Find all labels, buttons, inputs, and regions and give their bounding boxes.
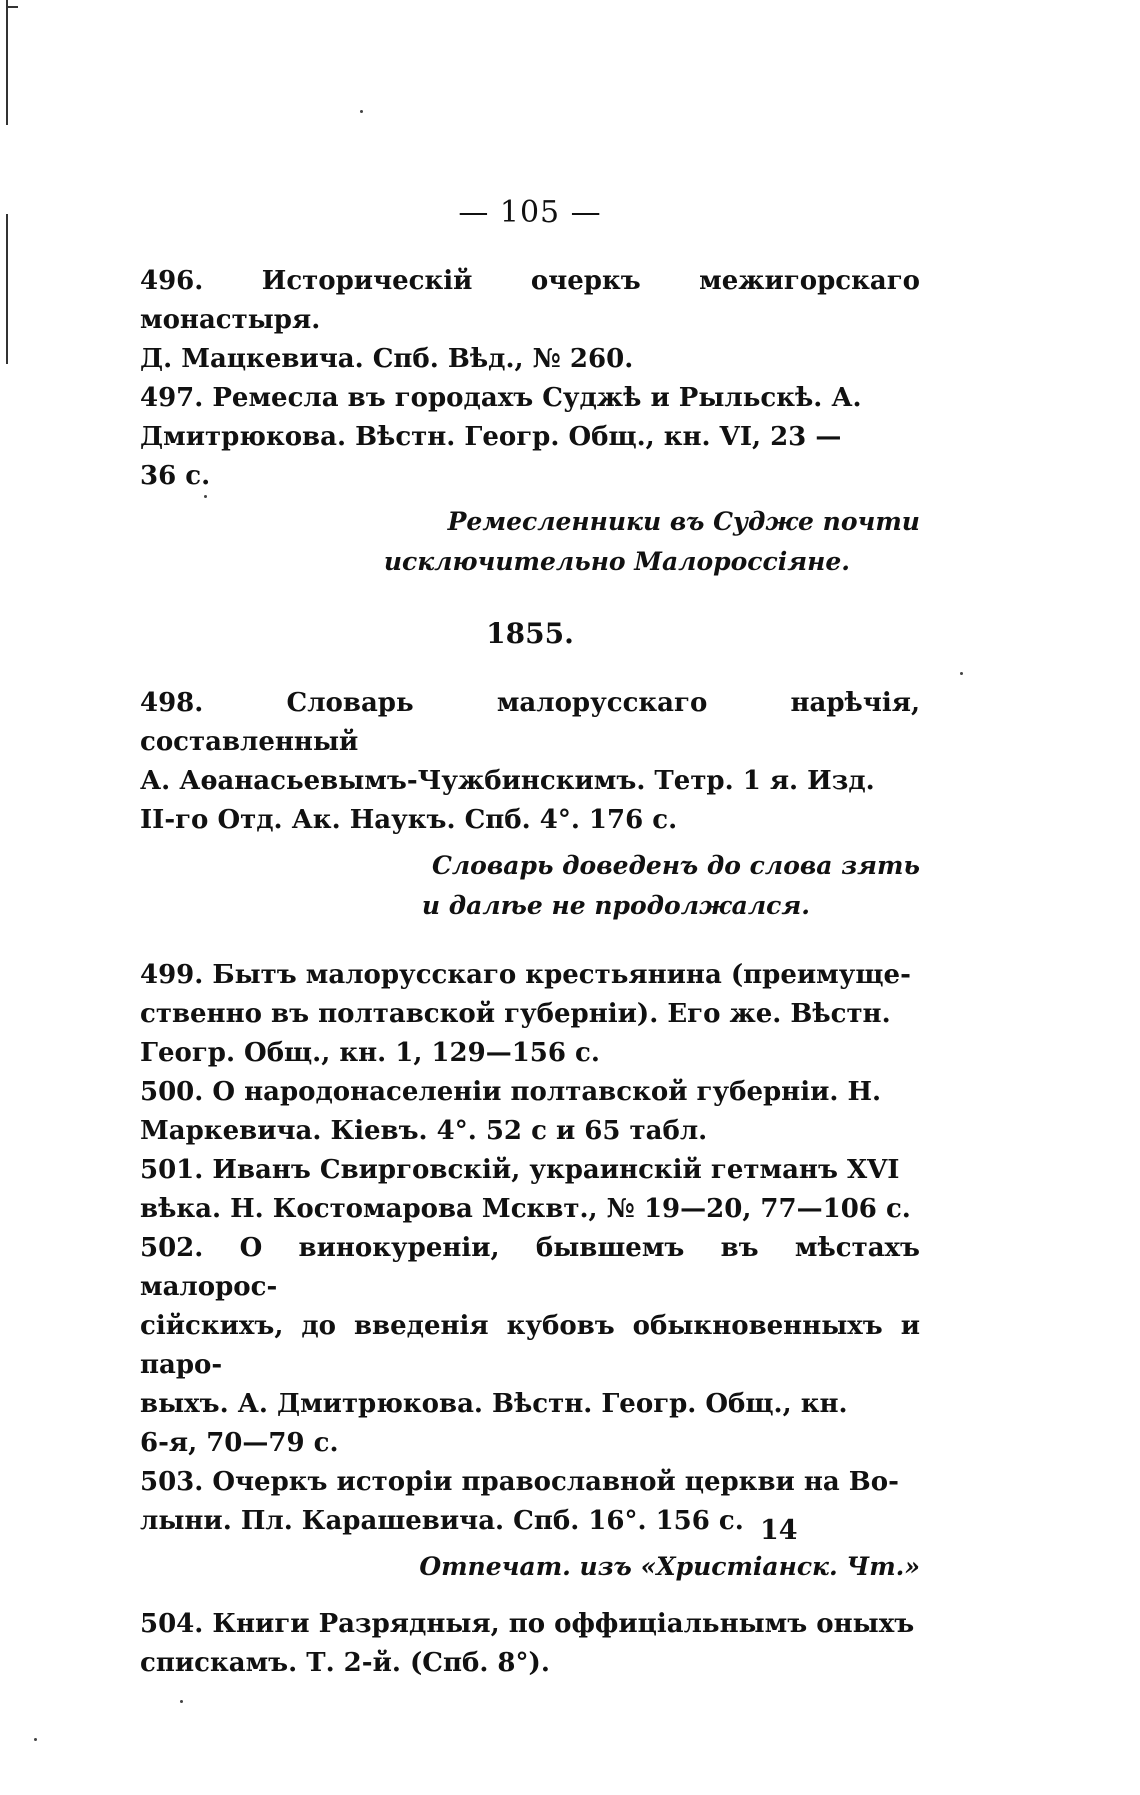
scan-edge-line bbox=[6, 214, 8, 364]
entry-extra-line: 36 с. bbox=[140, 461, 211, 491]
note-line: Отпечат. изъ «Христіанск. Чт.» bbox=[419, 1552, 920, 1581]
entry-line: ственно въ полтавской губерніи). Его же. Вѣстн. bbox=[140, 999, 891, 1029]
entry-author-line: Дмитрюкова. Вѣстн. Геогр. Общ., кн. VI, 23 — bbox=[140, 422, 842, 452]
bibliography-entries bbox=[140, 262, 920, 1683]
entry-text: 497. Ремесла въ городахъ Суджѣ и Рыльскѣ. А. bbox=[140, 383, 862, 413]
entry-line: 502. О винокуреніи, бывшемъ въ мѣстахъ малорос- bbox=[140, 1233, 920, 1302]
note-line: Ремесленники въ Судже почти bbox=[447, 507, 920, 536]
entry-line: А. Аѳанасьевымъ-Чужбинскимъ. Тетр. 1 я. Изд. bbox=[140, 766, 875, 796]
entry-503 bbox=[140, 1463, 920, 1541]
year-heading: 1855. bbox=[486, 617, 574, 650]
entry-496 bbox=[140, 262, 920, 379]
entry-497 bbox=[140, 379, 920, 496]
entry-501 bbox=[140, 1151, 920, 1229]
entry-note bbox=[140, 502, 920, 582]
signature-mark: 14 bbox=[760, 1515, 798, 1546]
entry-502 bbox=[140, 1229, 920, 1463]
entry-line: 500. О народонаселеніи полтавской губерніи. Н. bbox=[140, 1077, 882, 1107]
page-number: — 105 — bbox=[458, 195, 602, 230]
entry-line: 498. Словарь малорусскаго нарѣчія, составленный bbox=[140, 688, 920, 757]
note-line: и далѣе не продолжался. bbox=[421, 891, 810, 920]
entry-line: II-го Отд. Ак. Наукъ. Спб. 4°. 176 с. bbox=[140, 805, 678, 835]
entry-line: Маркевича. Кіевъ. 4°. 52 с и 65 табл. bbox=[140, 1116, 708, 1146]
entry-line: сійскихъ, до введенія кубовъ обыкновенныхъ и паро- bbox=[140, 1311, 920, 1380]
entry-text: 496. Историческій очеркъ межигорскаго монастыря. bbox=[140, 266, 920, 335]
entry-line: 504. Книги Разрядныя, по оффиціальнымъ оныхъ bbox=[140, 1609, 915, 1639]
entry-line: вѣка. Н. Костомарова Мсквт., № 19—20, 77—106 с. bbox=[140, 1194, 911, 1224]
note-line: исключительно Малороссіяне. bbox=[383, 547, 850, 576]
entry-504 bbox=[140, 1605, 920, 1683]
entry-line: 6-я, 70—79 с. bbox=[140, 1428, 339, 1458]
entry-line: выхъ. А. Дмитрюкова. Вѣстн. Геогр. Общ., кн. bbox=[140, 1389, 848, 1419]
entry-line: лыни. Пл. Карашевича. Спб. 16°. 156 с. bbox=[140, 1506, 744, 1536]
entry-author-line: Д. Мацкевича. Спб. Вѣд., № 260. bbox=[140, 344, 634, 374]
note-line: Словарь доведенъ до слова зять bbox=[431, 851, 920, 880]
entry-499 bbox=[140, 956, 920, 1073]
scan-edge-line bbox=[6, 0, 8, 125]
entry-line: 499. Бытъ малорусскаго крестьянина (преимуще- bbox=[140, 960, 911, 990]
scan-edge-tick bbox=[8, 6, 18, 8]
speck bbox=[180, 1700, 183, 1703]
entry-500 bbox=[140, 1073, 920, 1151]
entry-note bbox=[140, 846, 920, 926]
speck bbox=[960, 672, 963, 675]
speck bbox=[34, 1738, 37, 1741]
entry-note bbox=[140, 1547, 920, 1587]
entry-line: спискамъ. Т. 2-й. (Спб. 8°). bbox=[140, 1648, 550, 1678]
entry-line: Геогр. Общ., кн. 1, 129—156 с. bbox=[140, 1038, 600, 1068]
entry-498 bbox=[140, 684, 920, 840]
speck bbox=[360, 110, 363, 113]
entry-line: 501. Иванъ Свирговскій, украинскій гетманъ XVI bbox=[140, 1155, 900, 1185]
entry-line: 503. Очеркъ исторіи православной церкви на Во- bbox=[140, 1467, 899, 1497]
